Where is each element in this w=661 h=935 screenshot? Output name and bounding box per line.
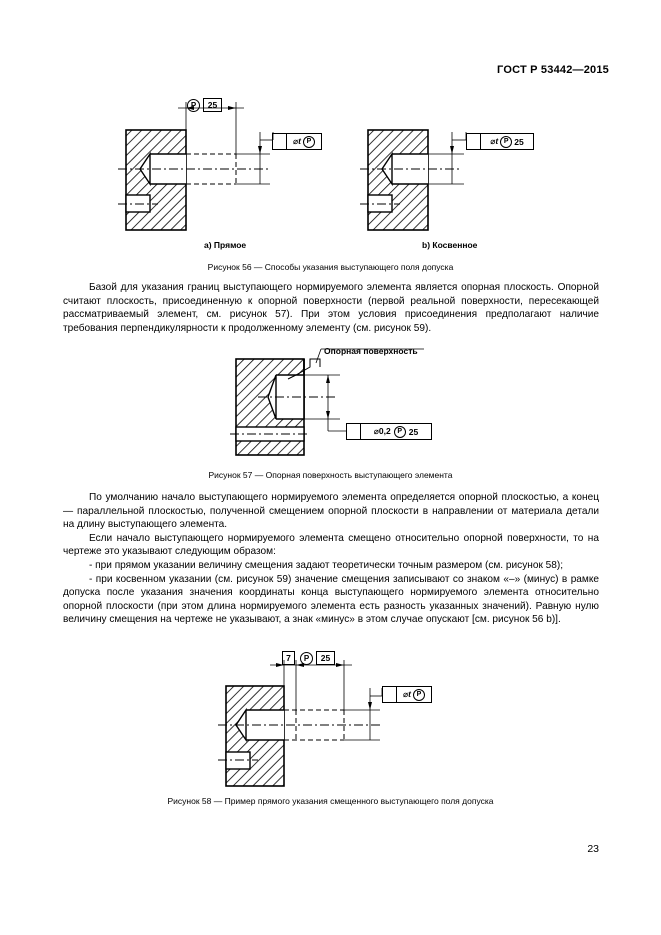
projected-length-value: 25 [408, 426, 419, 437]
paragraph-1: Базой для указания границ выступающего нормируемого элемента является опорная плоскость. Опорной считают плоскость, присоединенную к опорной поверхности (первой реальной поверхности, пересекающей рассматриваемый элемент, см. рисунок 57). При этом условия присоединения предполагают наличие требования перпендикулярности к продолженному элементу (см. рисунок 59). [63, 282, 599, 334]
tolerance-value: ⌀t [293, 136, 301, 146]
tolerance-value: ⌀t [490, 136, 499, 146]
tolerance-value: ⌀0,2 [373, 426, 391, 436]
projected-zone-symbol: P [413, 689, 425, 701]
tolerance-value: ⌀t [403, 689, 411, 699]
figure-56a-drawing [110, 92, 290, 242]
figure-56a-tolerance-frame [272, 133, 322, 150]
projected-zone-symbol: P [394, 426, 406, 438]
figure-56a-label: a) Прямое [204, 240, 247, 250]
bullet-indirect: - при косвенном указании (см. рисунок 59) значение смещения записывают со знаком «–» (минус) в рамке допуска после указания значения координаты конца выступающего нормируемого элемента относительно опорной плоскости (при этом длина нормируемого элемента есть разность указанных значений). Равную нулю величину смещения на чертеже не указывают, а знак «минус» в этом случае опускают [см. рисунок 56 b)]. [63, 573, 599, 626]
document-header: ГОСТ Р 53442—2015 [497, 64, 609, 76]
figure-57-drawing [228, 345, 448, 460]
figure-56a-dimension-label [187, 99, 221, 112]
basic-dimension-box: 25 [203, 98, 222, 112]
projected-zone-symbol: P [187, 99, 200, 112]
figure-56b-label: b) Косвенное [422, 240, 478, 250]
figure-58-drawing [212, 648, 412, 793]
figure-56-caption: Рисунок 56 — Способы указания выступающего поля допуска [207, 262, 454, 272]
figure-57-tolerance-frame [346, 423, 432, 440]
paragraph-2: По умолчанию начало выступающего нормируемого элемента определяется опорной плоскостью, а конец — параллельной плоскостью, полученной смещением опорной плоскости в направлении от материала детали на длину выступающего элемента. Если начало выступающего нормируемого элемента смещено относительно опорной поверхности, то на чертеже это указывают следующим образом: - при прямом указании величину смещения задают теоретически точным размером (см. рисунок 58); - при косвенном указании (см. рисунок 59) значение смещения записывают со знаком «–» (минус) в рамке допуска после указания значения координаты конца выступающего нормируемого элемента относительно опорной плоскости (при этом длина нормируемого элемента есть разность указанных значений). Равную нулю величину смещения на чертеже не указывают, а знак «минус» в этом случае опускают [см. рисунок 56 b)]. [63, 492, 599, 626]
figure-58-offset-dimension: 7 [282, 651, 295, 665]
figure-58-tolerance-frame [382, 686, 432, 703]
page-number: 23 [587, 843, 599, 855]
projected-zone-symbol: P [300, 652, 313, 665]
projected-length-value: 25 [514, 136, 524, 147]
figure-56b-tolerance-frame [466, 133, 534, 150]
figure-56b-drawing [352, 92, 532, 242]
projected-zone-symbol: P [500, 136, 512, 148]
figure-57-caption: Рисунок 57 — Опорная поверхность выступающего элемента [208, 470, 453, 480]
figure-57-surface-label: Опорная поверхность [324, 346, 418, 356]
basic-dimension-box: 25 [316, 651, 335, 665]
figure-58-caption: Рисунок 58 — Пример прямого указания смещенного выступающего поля допуска [167, 796, 494, 806]
figure-58-length-dimension [300, 651, 336, 665]
projected-zone-symbol: P [303, 136, 315, 148]
bullet-direct: - при прямом указании величину смещения задают теоретически точным размером (см. рисунок 58); [89, 559, 564, 571]
